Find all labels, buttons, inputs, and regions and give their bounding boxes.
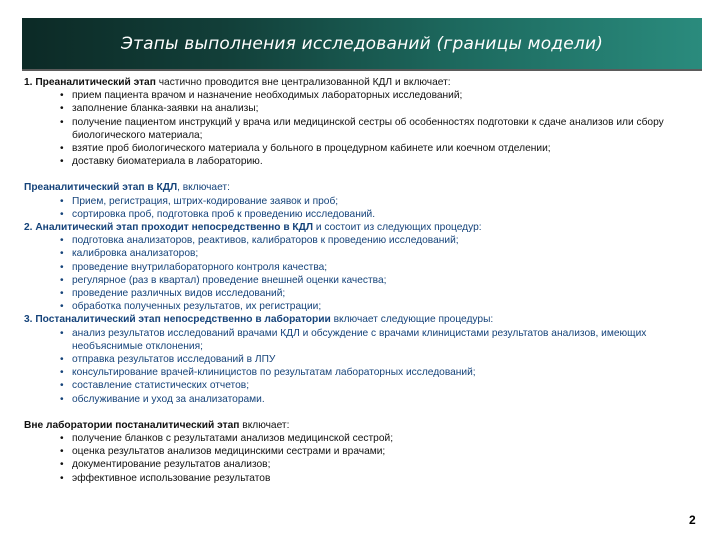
- list-item: • подготовка анализаторов, реактивов, калибраторов к проведению исследований;: [60, 235, 459, 247]
- list-item: • оценка результатов анализов медицинскими сестрами и врачами;: [60, 446, 386, 458]
- page-number: 2: [689, 513, 696, 527]
- bullet-icon: •: [60, 367, 64, 379]
- bullet-icon: •: [60, 274, 64, 286]
- heading-rest: частично проводится вне централизованной КДЛ и включает:: [155, 77, 451, 88]
- title-divider: [22, 69, 702, 71]
- page-title: Этапы выполнения исследований (границы модели): [120, 33, 604, 54]
- list-item: • отправка результатов исследований в ЛПУ: [60, 354, 276, 366]
- bullet-icon: •: [60, 143, 64, 155]
- list-item: • сортировка проб, подготовка проб к проведению исследований.: [60, 208, 376, 220]
- list-item: • обслуживание и уход за анализаторами.: [60, 393, 265, 405]
- section-kdl-preanalytic-list: [24, 195, 698, 221]
- list-item: • получение бланков с результатами анализов медицинской сестрой;: [60, 433, 394, 445]
- list-item: • документирование результатов анализов;: [60, 459, 271, 471]
- bullet-icon: •: [60, 459, 64, 471]
- bullet-icon: •: [60, 261, 64, 273]
- section-external-postanalytic-heading: [24, 419, 698, 432]
- list-item: • Прием, регистрация, штрих-кодирование заявок и проб;: [60, 195, 339, 207]
- title-banner: [22, 18, 702, 69]
- bullet-icon: •: [60, 116, 64, 128]
- list-item: • проведение внутрилабораторного контроля качества;: [60, 261, 328, 273]
- bullet-icon: •: [60, 393, 64, 405]
- list-item: • эффективное использование результатов: [60, 472, 271, 484]
- bullet-icon: •: [60, 208, 64, 220]
- list-item: • консультирование врачей-клиницистов по результатам лабораторных исследований;: [60, 367, 476, 379]
- bullet-icon: •: [60, 446, 64, 458]
- heading-bold: 2. Аналитический этап проходит непосредственно в КДЛ: [24, 222, 314, 234]
- heading-bold: Преаналитический этап в КДЛ: [24, 182, 178, 194]
- section-preanalytic-list: [24, 89, 698, 168]
- bullet-icon: •: [60, 354, 64, 366]
- section-preanalytic-heading: [24, 76, 698, 89]
- bullet-icon: •: [60, 103, 64, 115]
- heading-rest: включает:: [239, 419, 290, 431]
- bullet-icon: •: [60, 248, 64, 260]
- section-postanalytic-heading: [24, 313, 698, 326]
- list-item: • обработка полученных результатов, их регистрации;: [60, 301, 322, 313]
- section-postanalytic-list: [24, 327, 698, 406]
- bullet-icon: •: [60, 235, 64, 247]
- bullet-icon: •: [60, 433, 64, 445]
- bullet-icon: •: [60, 301, 64, 313]
- list-item: • доставку биоматериала в лабораторию.: [60, 156, 263, 168]
- list-item: • получение пациентом инструкций у врача или медицинской сестры об особенностях подготовки к сдаче анализов или сбору биологического материала;: [60, 116, 664, 141]
- list-item: • взятие проб биологического материала у больного в процедурном кабинете или коечном отделении;: [60, 143, 551, 155]
- bullet-icon: •: [60, 327, 64, 339]
- section-analytic-heading: [24, 221, 698, 234]
- bullet-icon: •: [60, 156, 64, 168]
- list-item: • составление статистических отчетов;: [60, 380, 250, 392]
- heading-bold: 3. Постаналитический этап непосредственно в лаборатории: [24, 314, 331, 326]
- document-body: [24, 76, 698, 485]
- list-item: • анализ результатов исследований врачами КДЛ и обсуждение с врачами клиницистами результатов анализов, имеющих необъяснимые отклонения;: [60, 327, 647, 352]
- heading-rest: и состоит из следующих процедур:: [313, 222, 482, 234]
- list-item: • заполнение бланка-заявки на анализы;: [60, 103, 259, 115]
- heading-bold: Вне лаборатории постаналитический этап: [24, 419, 240, 431]
- section-kdl-preanalytic-heading: [24, 181, 698, 194]
- heading-rest: включает следующие процедуры:: [330, 314, 494, 326]
- list-item: • регулярное (раз в квартал) проведение внешней оценки качества;: [60, 274, 387, 286]
- heading-bold: 1. Преаналитический этап: [24, 77, 156, 88]
- bullet-icon: •: [60, 288, 64, 300]
- list-item: • прием пациента врачом и назначение необходимых лабораторных исследований;: [60, 90, 463, 102]
- list-item: • калибровка анализаторов;: [60, 248, 199, 260]
- section-analytic-list: [24, 234, 698, 313]
- bullet-icon: •: [60, 472, 64, 484]
- bullet-icon: •: [60, 90, 64, 102]
- section-external-postanalytic-list: [24, 432, 698, 485]
- heading-rest: , включает:: [177, 182, 230, 194]
- list-item: • проведение различных видов исследований;: [60, 288, 286, 300]
- bullet-icon: •: [60, 380, 64, 392]
- bullet-icon: •: [60, 195, 64, 207]
